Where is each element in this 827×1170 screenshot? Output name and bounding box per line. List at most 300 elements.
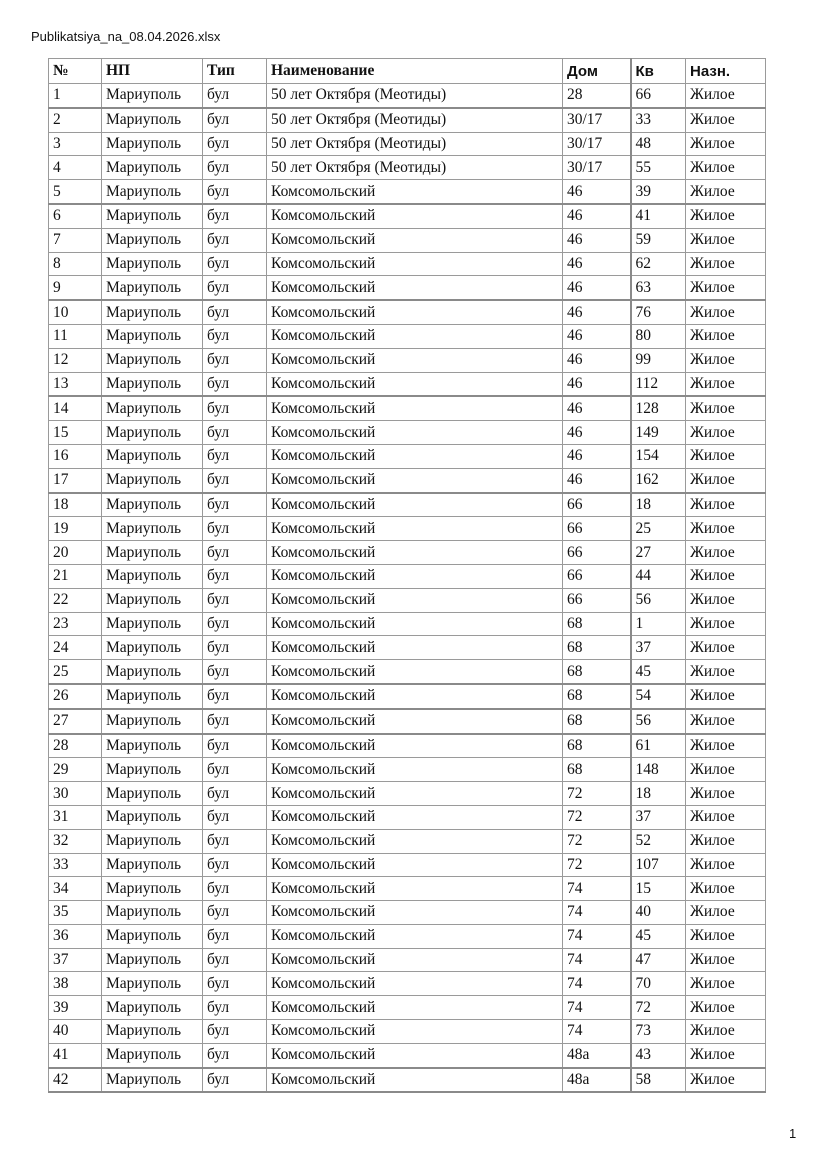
cell-purpose: Жилое bbox=[686, 444, 766, 468]
table-row bbox=[49, 372, 766, 396]
cell-purpose: Жилое bbox=[686, 564, 766, 588]
cell-house: 72 bbox=[563, 853, 631, 877]
cell-name: Комсомольский bbox=[267, 252, 563, 276]
cell-type: бул bbox=[203, 1068, 267, 1093]
cell-apt: 148 bbox=[631, 758, 686, 782]
cell-np: Мариуполь bbox=[102, 972, 203, 996]
cell-apt: 59 bbox=[631, 228, 686, 252]
cell-purpose: Жилое bbox=[686, 276, 766, 300]
cell-purpose: Жилое bbox=[686, 805, 766, 829]
header-house: Дом bbox=[563, 59, 631, 84]
table-row bbox=[49, 156, 766, 180]
table-row bbox=[49, 782, 766, 806]
cell-apt: 41 bbox=[631, 204, 686, 228]
cell-num: 37 bbox=[49, 948, 102, 972]
cell-apt: 37 bbox=[631, 805, 686, 829]
cell-name: Комсомольский bbox=[267, 444, 563, 468]
cell-house: 46 bbox=[563, 252, 631, 276]
cell-house: 74 bbox=[563, 901, 631, 925]
cell-num: 35 bbox=[49, 901, 102, 925]
cell-purpose: Жилое bbox=[686, 709, 766, 734]
cell-num: 15 bbox=[49, 421, 102, 445]
cell-type: бул bbox=[203, 612, 267, 636]
table-row bbox=[49, 684, 766, 709]
cell-type: бул bbox=[203, 324, 267, 348]
cell-num: 4 bbox=[49, 156, 102, 180]
cell-house: 68 bbox=[563, 660, 631, 684]
header-type: Тип bbox=[203, 59, 267, 84]
cell-purpose: Жилое bbox=[686, 948, 766, 972]
cell-house: 68 bbox=[563, 709, 631, 734]
cell-purpose: Жилое bbox=[686, 612, 766, 636]
cell-name: Комсомольский bbox=[267, 853, 563, 877]
table-row bbox=[49, 829, 766, 853]
cell-apt: 43 bbox=[631, 1043, 686, 1067]
cell-apt: 18 bbox=[631, 782, 686, 806]
table-row bbox=[49, 734, 766, 758]
cell-np: Мариуполь bbox=[102, 444, 203, 468]
table-row bbox=[49, 180, 766, 204]
cell-num: 39 bbox=[49, 996, 102, 1020]
cell-apt: 37 bbox=[631, 636, 686, 660]
cell-np: Мариуполь bbox=[102, 156, 203, 180]
cell-name: Комсомольский bbox=[267, 324, 563, 348]
cell-apt: 56 bbox=[631, 709, 686, 734]
cell-np: Мариуполь bbox=[102, 853, 203, 877]
cell-np: Мариуполь bbox=[102, 372, 203, 396]
cell-house: 46 bbox=[563, 180, 631, 204]
cell-name: Комсомольский bbox=[267, 276, 563, 300]
cell-name: Комсомольский bbox=[267, 421, 563, 445]
cell-type: бул bbox=[203, 348, 267, 372]
cell-apt: 72 bbox=[631, 996, 686, 1020]
cell-purpose: Жилое bbox=[686, 924, 766, 948]
cell-type: бул bbox=[203, 829, 267, 853]
table-row bbox=[49, 1043, 766, 1067]
table-row bbox=[49, 84, 766, 108]
cell-apt: 76 bbox=[631, 300, 686, 324]
cell-house: 46 bbox=[563, 396, 631, 420]
cell-name: Комсомольский bbox=[267, 517, 563, 541]
cell-apt: 149 bbox=[631, 421, 686, 445]
cell-house: 30/17 bbox=[563, 156, 631, 180]
property-table bbox=[48, 58, 766, 1093]
cell-purpose: Жилое bbox=[686, 252, 766, 276]
cell-purpose: Жилое bbox=[686, 84, 766, 108]
cell-num: 33 bbox=[49, 853, 102, 877]
cell-apt: 27 bbox=[631, 541, 686, 565]
cell-num: 28 bbox=[49, 734, 102, 758]
cell-np: Мариуполь bbox=[102, 588, 203, 612]
cell-np: Мариуполь bbox=[102, 709, 203, 734]
cell-purpose: Жилое bbox=[686, 156, 766, 180]
table-row bbox=[49, 228, 766, 252]
cell-apt: 18 bbox=[631, 493, 686, 517]
cell-name: Комсомольский bbox=[267, 709, 563, 734]
cell-type: бул bbox=[203, 996, 267, 1020]
cell-name: Комсомольский bbox=[267, 829, 563, 853]
table-row bbox=[49, 588, 766, 612]
table-row bbox=[49, 564, 766, 588]
cell-house: 46 bbox=[563, 444, 631, 468]
cell-house: 74 bbox=[563, 924, 631, 948]
cell-type: бул bbox=[203, 782, 267, 806]
cell-np: Мариуполь bbox=[102, 1020, 203, 1044]
cell-type: бул bbox=[203, 132, 267, 156]
cell-house: 72 bbox=[563, 829, 631, 853]
cell-num: 9 bbox=[49, 276, 102, 300]
table-header-row bbox=[49, 59, 766, 84]
cell-house: 68 bbox=[563, 734, 631, 758]
table-row bbox=[49, 1020, 766, 1044]
cell-name: Комсомольский bbox=[267, 1043, 563, 1067]
cell-num: 22 bbox=[49, 588, 102, 612]
cell-name: Комсомольский bbox=[267, 877, 563, 901]
cell-num: 40 bbox=[49, 1020, 102, 1044]
cell-num: 21 bbox=[49, 564, 102, 588]
cell-num: 34 bbox=[49, 877, 102, 901]
cell-purpose: Жилое bbox=[686, 1043, 766, 1067]
cell-purpose: Жилое bbox=[686, 660, 766, 684]
cell-purpose: Жилое bbox=[686, 493, 766, 517]
cell-type: бул bbox=[203, 300, 267, 324]
table-row bbox=[49, 1068, 766, 1093]
cell-purpose: Жилое bbox=[686, 853, 766, 877]
cell-num: 13 bbox=[49, 372, 102, 396]
cell-num: 32 bbox=[49, 829, 102, 853]
cell-house: 30/17 bbox=[563, 132, 631, 156]
table-row bbox=[49, 612, 766, 636]
cell-name: Комсомольский bbox=[267, 612, 563, 636]
cell-apt: 62 bbox=[631, 252, 686, 276]
cell-np: Мариуполь bbox=[102, 180, 203, 204]
cell-num: 36 bbox=[49, 924, 102, 948]
cell-type: бул bbox=[203, 758, 267, 782]
cell-np: Мариуполь bbox=[102, 1043, 203, 1067]
cell-np: Мариуполь bbox=[102, 564, 203, 588]
cell-apt: 54 bbox=[631, 684, 686, 709]
cell-num: 26 bbox=[49, 684, 102, 709]
cell-house: 74 bbox=[563, 1020, 631, 1044]
cell-num: 23 bbox=[49, 612, 102, 636]
table-row bbox=[49, 252, 766, 276]
cell-purpose: Жилое bbox=[686, 684, 766, 709]
cell-name: Комсомольский bbox=[267, 948, 563, 972]
cell-house: 66 bbox=[563, 588, 631, 612]
header-apt: Кв bbox=[631, 59, 686, 84]
cell-name: Комсомольский bbox=[267, 300, 563, 324]
cell-apt: 55 bbox=[631, 156, 686, 180]
cell-np: Мариуполь bbox=[102, 300, 203, 324]
cell-type: бул bbox=[203, 252, 267, 276]
cell-apt: 33 bbox=[631, 108, 686, 132]
cell-type: бул bbox=[203, 493, 267, 517]
table-row bbox=[49, 805, 766, 829]
table-body bbox=[49, 84, 766, 1093]
cell-type: бул bbox=[203, 156, 267, 180]
cell-purpose: Жилое bbox=[686, 180, 766, 204]
cell-name: Комсомольский bbox=[267, 996, 563, 1020]
cell-house: 68 bbox=[563, 636, 631, 660]
cell-purpose: Жилое bbox=[686, 782, 766, 806]
table-row bbox=[49, 541, 766, 565]
cell-house: 46 bbox=[563, 421, 631, 445]
cell-type: бул bbox=[203, 709, 267, 734]
cell-num: 27 bbox=[49, 709, 102, 734]
table-row bbox=[49, 132, 766, 156]
cell-house: 72 bbox=[563, 782, 631, 806]
cell-type: бул bbox=[203, 372, 267, 396]
cell-purpose: Жилое bbox=[686, 877, 766, 901]
cell-purpose: Жилое bbox=[686, 204, 766, 228]
cell-np: Мариуполь bbox=[102, 541, 203, 565]
cell-num: 38 bbox=[49, 972, 102, 996]
cell-name: Комсомольский bbox=[267, 588, 563, 612]
cell-num: 29 bbox=[49, 758, 102, 782]
cell-house: 30/17 bbox=[563, 108, 631, 132]
cell-num: 17 bbox=[49, 468, 102, 492]
cell-name: Комсомольский bbox=[267, 758, 563, 782]
cell-num: 16 bbox=[49, 444, 102, 468]
cell-apt: 107 bbox=[631, 853, 686, 877]
cell-house: 66 bbox=[563, 564, 631, 588]
table-row bbox=[49, 204, 766, 228]
cell-purpose: Жилое bbox=[686, 901, 766, 925]
cell-purpose: Жилое bbox=[686, 734, 766, 758]
cell-house: 68 bbox=[563, 758, 631, 782]
table-row bbox=[49, 324, 766, 348]
header-num: № bbox=[49, 59, 102, 84]
table-row bbox=[49, 300, 766, 324]
cell-apt: 154 bbox=[631, 444, 686, 468]
cell-type: бул bbox=[203, 541, 267, 565]
cell-purpose: Жилое bbox=[686, 758, 766, 782]
cell-np: Мариуполь bbox=[102, 84, 203, 108]
cell-type: бул bbox=[203, 924, 267, 948]
cell-name: Комсомольский bbox=[267, 180, 563, 204]
cell-type: бул bbox=[203, 805, 267, 829]
cell-np: Мариуполь bbox=[102, 348, 203, 372]
cell-apt: 15 bbox=[631, 877, 686, 901]
table-row bbox=[49, 877, 766, 901]
cell-type: бул bbox=[203, 228, 267, 252]
cell-purpose: Жилое bbox=[686, 300, 766, 324]
cell-apt: 70 bbox=[631, 972, 686, 996]
cell-num: 25 bbox=[49, 660, 102, 684]
cell-type: бул bbox=[203, 901, 267, 925]
cell-apt: 1 bbox=[631, 612, 686, 636]
table-row bbox=[49, 758, 766, 782]
cell-type: бул bbox=[203, 517, 267, 541]
cell-apt: 44 bbox=[631, 564, 686, 588]
cell-np: Мариуполь bbox=[102, 276, 203, 300]
table-row bbox=[49, 348, 766, 372]
cell-purpose: Жилое bbox=[686, 996, 766, 1020]
cell-purpose: Жилое bbox=[686, 132, 766, 156]
cell-np: Мариуполь bbox=[102, 924, 203, 948]
cell-house: 74 bbox=[563, 877, 631, 901]
cell-name: 50 лет Октября (Меотиды) bbox=[267, 156, 563, 180]
cell-type: бул bbox=[203, 180, 267, 204]
cell-type: бул bbox=[203, 734, 267, 758]
cell-purpose: Жилое bbox=[686, 517, 766, 541]
cell-purpose: Жилое bbox=[686, 541, 766, 565]
cell-apt: 47 bbox=[631, 948, 686, 972]
cell-num: 30 bbox=[49, 782, 102, 806]
cell-np: Мариуполь bbox=[102, 252, 203, 276]
cell-np: Мариуполь bbox=[102, 1068, 203, 1093]
table-row bbox=[49, 996, 766, 1020]
cell-apt: 80 bbox=[631, 324, 686, 348]
header-np: НП bbox=[102, 59, 203, 84]
cell-house: 28 bbox=[563, 84, 631, 108]
cell-np: Мариуполь bbox=[102, 132, 203, 156]
cell-type: бул bbox=[203, 421, 267, 445]
cell-apt: 73 bbox=[631, 1020, 686, 1044]
cell-purpose: Жилое bbox=[686, 396, 766, 420]
cell-type: бул bbox=[203, 108, 267, 132]
cell-apt: 52 bbox=[631, 829, 686, 853]
table-row bbox=[49, 276, 766, 300]
cell-np: Мариуполь bbox=[102, 468, 203, 492]
cell-purpose: Жилое bbox=[686, 348, 766, 372]
cell-house: 46 bbox=[563, 204, 631, 228]
cell-np: Мариуполь bbox=[102, 396, 203, 420]
cell-np: Мариуполь bbox=[102, 204, 203, 228]
cell-num: 41 bbox=[49, 1043, 102, 1067]
cell-name: 50 лет Октября (Меотиды) bbox=[267, 84, 563, 108]
cell-house: 68 bbox=[563, 612, 631, 636]
cell-name: Комсомольский bbox=[267, 493, 563, 517]
cell-house: 74 bbox=[563, 948, 631, 972]
cell-purpose: Жилое bbox=[686, 468, 766, 492]
cell-name: Комсомольский bbox=[267, 684, 563, 709]
cell-house: 46 bbox=[563, 324, 631, 348]
cell-house: 68 bbox=[563, 684, 631, 709]
table-row bbox=[49, 709, 766, 734]
cell-num: 20 bbox=[49, 541, 102, 565]
cell-np: Мариуполь bbox=[102, 805, 203, 829]
cell-num: 31 bbox=[49, 805, 102, 829]
cell-type: бул bbox=[203, 660, 267, 684]
cell-purpose: Жилое bbox=[686, 1020, 766, 1044]
cell-np: Мариуполь bbox=[102, 684, 203, 709]
cell-type: бул bbox=[203, 396, 267, 420]
cell-type: бул bbox=[203, 84, 267, 108]
cell-house: 74 bbox=[563, 996, 631, 1020]
header-purpose: Назн. bbox=[686, 59, 766, 84]
cell-np: Мариуполь bbox=[102, 108, 203, 132]
cell-np: Мариуполь bbox=[102, 877, 203, 901]
cell-name: Комсомольский bbox=[267, 204, 563, 228]
cell-type: бул bbox=[203, 468, 267, 492]
cell-apt: 99 bbox=[631, 348, 686, 372]
cell-house: 66 bbox=[563, 517, 631, 541]
cell-apt: 61 bbox=[631, 734, 686, 758]
cell-np: Мариуполь bbox=[102, 612, 203, 636]
cell-np: Мариуполь bbox=[102, 660, 203, 684]
cell-type: бул bbox=[203, 972, 267, 996]
document-file-name: Publikatsiya_na_08.04.2026.xlsx bbox=[31, 29, 221, 44]
cell-name: Комсомольский bbox=[267, 734, 563, 758]
table-row bbox=[49, 517, 766, 541]
cell-name: Комсомольский bbox=[267, 901, 563, 925]
cell-name: Комсомольский bbox=[267, 228, 563, 252]
cell-apt: 39 bbox=[631, 180, 686, 204]
cell-name: Комсомольский bbox=[267, 972, 563, 996]
cell-house: 46 bbox=[563, 276, 631, 300]
cell-num: 11 bbox=[49, 324, 102, 348]
table-row bbox=[49, 444, 766, 468]
cell-name: Комсомольский bbox=[267, 660, 563, 684]
cell-house: 46 bbox=[563, 348, 631, 372]
table-row bbox=[49, 636, 766, 660]
table-row bbox=[49, 108, 766, 132]
cell-type: бул bbox=[203, 444, 267, 468]
table-row bbox=[49, 901, 766, 925]
cell-num: 6 bbox=[49, 204, 102, 228]
cell-house: 72 bbox=[563, 805, 631, 829]
cell-type: бул bbox=[203, 853, 267, 877]
cell-num: 7 bbox=[49, 228, 102, 252]
cell-house: 48а bbox=[563, 1043, 631, 1067]
cell-purpose: Жилое bbox=[686, 829, 766, 853]
table-row bbox=[49, 924, 766, 948]
table-row bbox=[49, 948, 766, 972]
cell-apt: 112 bbox=[631, 372, 686, 396]
cell-apt: 56 bbox=[631, 588, 686, 612]
cell-num: 8 bbox=[49, 252, 102, 276]
cell-num: 42 bbox=[49, 1068, 102, 1093]
table-row bbox=[49, 493, 766, 517]
cell-num: 10 bbox=[49, 300, 102, 324]
cell-purpose: Жилое bbox=[686, 636, 766, 660]
cell-type: бул bbox=[203, 684, 267, 709]
table-row bbox=[49, 396, 766, 420]
cell-np: Мариуполь bbox=[102, 493, 203, 517]
cell-type: бул bbox=[203, 276, 267, 300]
cell-np: Мариуполь bbox=[102, 758, 203, 782]
cell-apt: 63 bbox=[631, 276, 686, 300]
cell-purpose: Жилое bbox=[686, 108, 766, 132]
cell-house: 74 bbox=[563, 972, 631, 996]
cell-house: 46 bbox=[563, 228, 631, 252]
cell-num: 5 bbox=[49, 180, 102, 204]
cell-num: 1 bbox=[49, 84, 102, 108]
header-name: Наименование bbox=[267, 59, 563, 84]
cell-np: Мариуполь bbox=[102, 517, 203, 541]
cell-name: Комсомольский bbox=[267, 541, 563, 565]
cell-purpose: Жилое bbox=[686, 421, 766, 445]
cell-num: 19 bbox=[49, 517, 102, 541]
cell-type: бул bbox=[203, 564, 267, 588]
cell-house: 48а bbox=[563, 1068, 631, 1093]
cell-name: Комсомольский bbox=[267, 636, 563, 660]
cell-type: бул bbox=[203, 1020, 267, 1044]
table-row bbox=[49, 660, 766, 684]
cell-np: Мариуполь bbox=[102, 996, 203, 1020]
cell-name: Комсомольский bbox=[267, 564, 563, 588]
cell-name: Комсомольский bbox=[267, 1020, 563, 1044]
page-number: 1 bbox=[789, 1126, 797, 1141]
cell-apt: 45 bbox=[631, 924, 686, 948]
cell-name: Комсомольский bbox=[267, 468, 563, 492]
cell-np: Мариуполь bbox=[102, 734, 203, 758]
cell-type: бул bbox=[203, 877, 267, 901]
cell-purpose: Жилое bbox=[686, 324, 766, 348]
cell-np: Мариуполь bbox=[102, 829, 203, 853]
cell-house: 66 bbox=[563, 493, 631, 517]
